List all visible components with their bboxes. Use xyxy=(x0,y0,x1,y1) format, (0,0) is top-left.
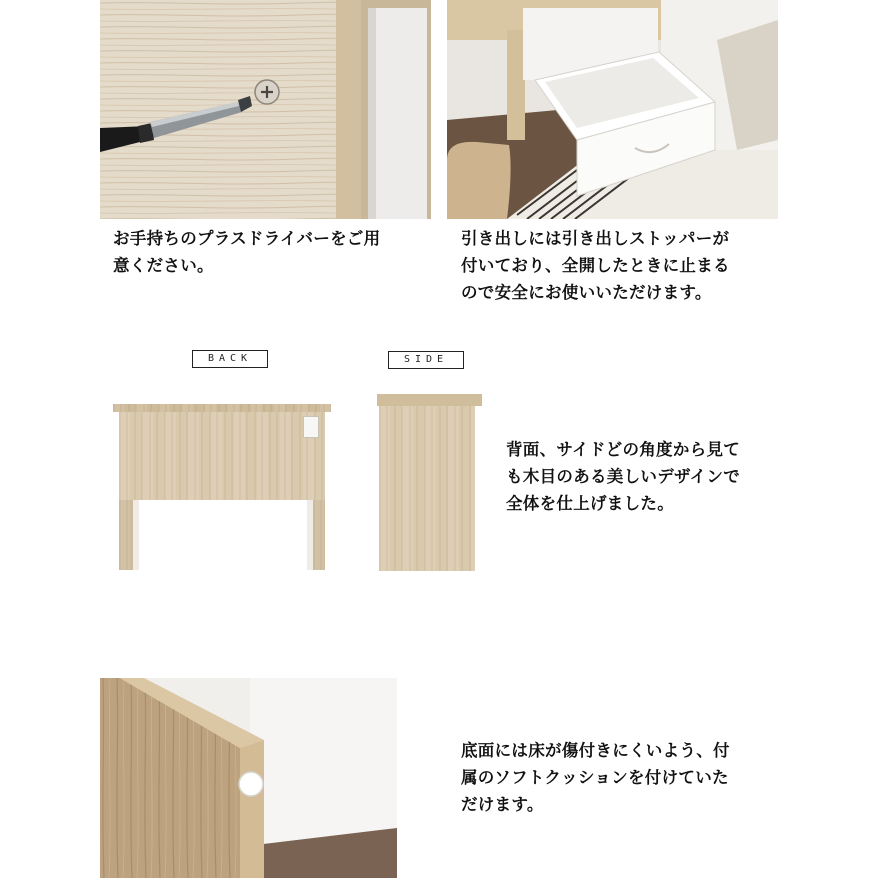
caption-line: 意ください。 xyxy=(113,256,214,275)
caption-line: 底面には床が傷付きにくいよう、付 xyxy=(461,741,730,760)
desk-back-inner-shadow xyxy=(133,500,139,570)
desk-back-leg-right xyxy=(313,500,325,570)
caption-line: 引き出しには引き出しストッパーが xyxy=(461,229,730,248)
photo-screwdriver xyxy=(100,0,431,219)
caption-line: 属のソフトクッションを付けていた xyxy=(461,768,729,787)
desk-back-panel xyxy=(119,412,325,500)
desk-back-inner-shadow-right xyxy=(307,500,313,570)
caption-line: お手持ちのプラスドライバーをご用 xyxy=(113,229,381,248)
caption-line: 背面、サイドどの角度から見て xyxy=(506,440,741,459)
cushion-illustration xyxy=(100,678,397,878)
back-label: BACK xyxy=(192,350,268,368)
photo-drawer xyxy=(447,0,778,219)
caption-line: ので安全にお使いいただけます。 xyxy=(461,283,712,302)
caption-line: も木目のある美しいデザインで xyxy=(506,467,741,486)
caption-angles xyxy=(506,436,740,517)
caption-drawer xyxy=(461,225,730,306)
drawer-illustration xyxy=(447,0,778,219)
desk-side-view xyxy=(377,394,482,571)
desk-side-top xyxy=(377,394,482,406)
label-sticker xyxy=(303,416,319,438)
caption-line: だけます。 xyxy=(461,795,544,814)
screwdriver-illustration xyxy=(100,0,431,219)
desk-back-view xyxy=(113,404,331,570)
caption-cushion xyxy=(461,737,730,818)
caption-line: 全体を仕上げました。 xyxy=(506,494,674,513)
photo-cushion xyxy=(100,678,397,878)
desk-back-top xyxy=(113,404,331,412)
desk-back-leg-left xyxy=(119,500,133,570)
caption-screwdriver xyxy=(113,225,380,279)
caption-line: 付いており、全開したときに止まる xyxy=(461,256,730,275)
desk-side-panel xyxy=(379,406,475,571)
side-label: SIDE xyxy=(388,351,464,369)
